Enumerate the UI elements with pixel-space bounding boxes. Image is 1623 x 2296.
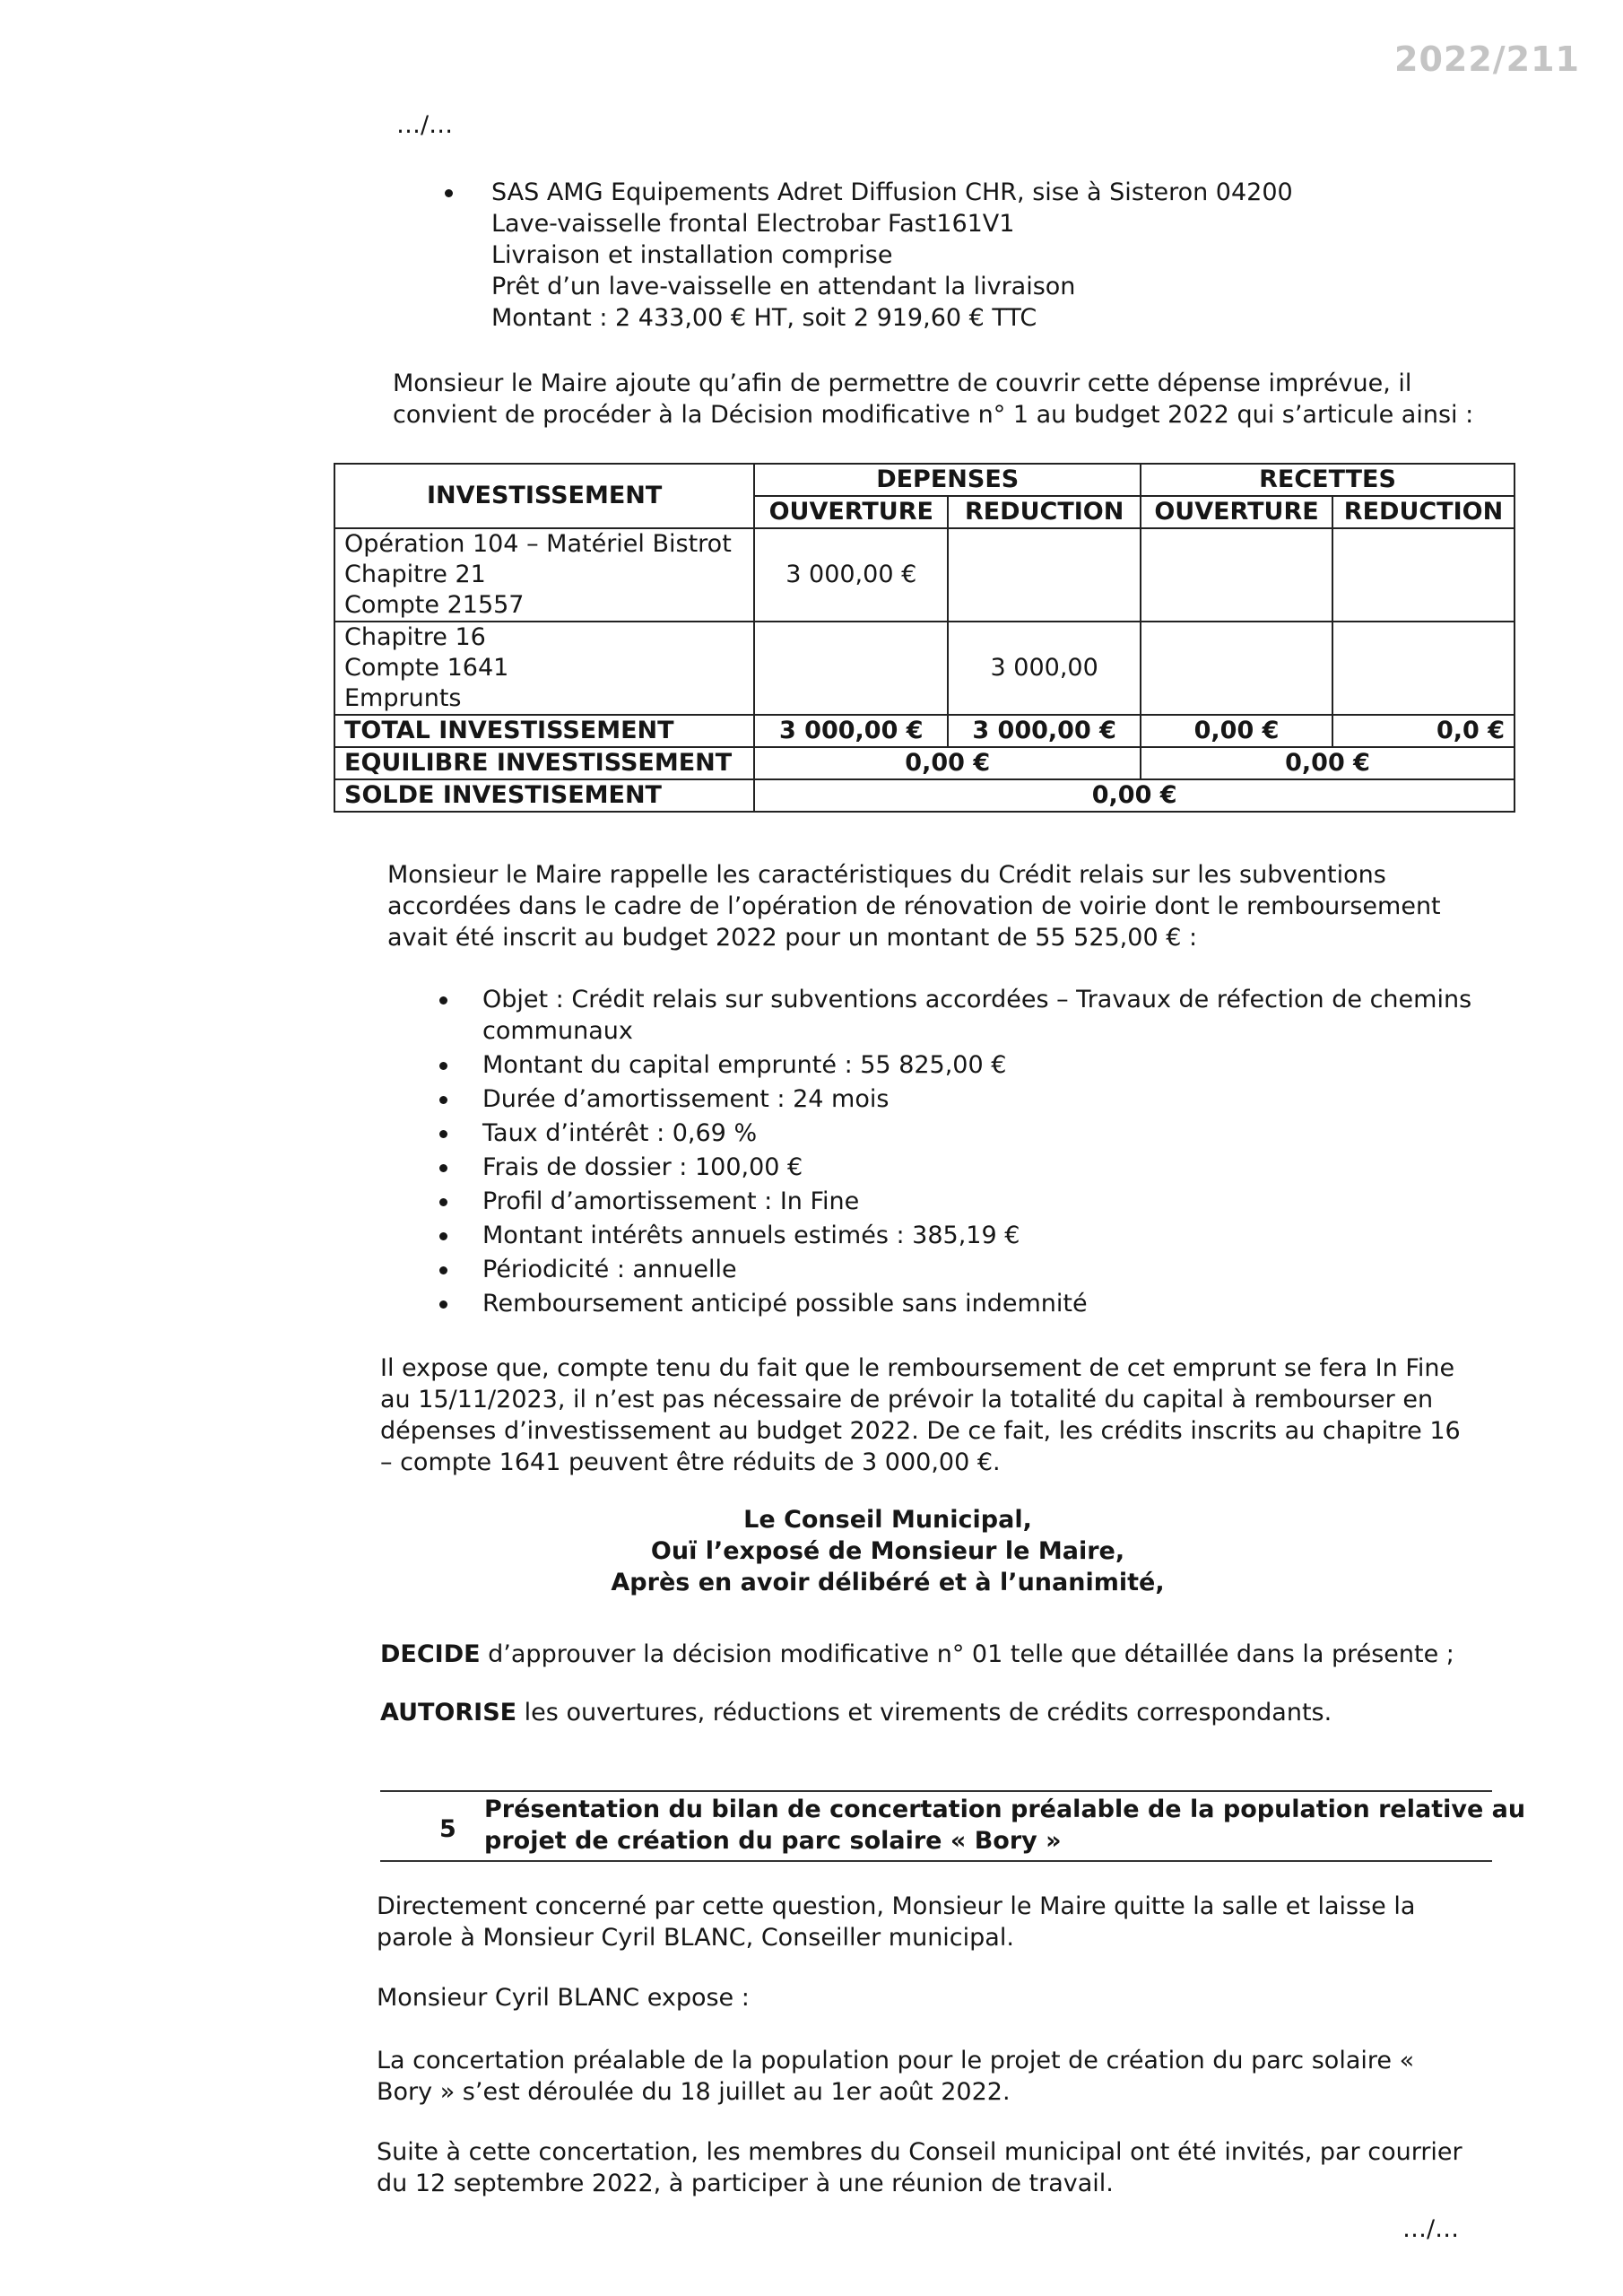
table-row: [334, 622, 1515, 715]
council-line: Après en avoir délibéré et à l’unanimité,: [611, 1569, 1165, 1596]
header-rec-reduction: REDUCTION: [1332, 496, 1515, 528]
paragraph-line: Directement concerné par cette question, Monsieur le Maire quitte la salle et laisse la: [377, 1892, 1416, 1920]
paragraph-line: convient de procéder à la Décision modificative n° 1 au budget 2022 qui s’articule ainsi :: [393, 401, 1474, 429]
list-item-text: Frais de dossier : 100,00 €: [482, 1153, 803, 1181]
list-item: [482, 1254, 1471, 1285]
paragraph-line: Suite à cette concertation, les membres du Conseil municipal ont été invités, par courrier: [377, 2138, 1462, 2166]
list-item-text: Durée d’amortissement : 24 mois: [482, 1085, 890, 1113]
total-rec-ouverture: 0,00 €: [1141, 715, 1332, 747]
paragraph-line: Bory » s’est déroulée du 18 juillet au 1er août 2022.: [377, 2078, 1011, 2106]
paragraph-line: Il expose que, compte tenu du fait que le remboursement de cet emprunt se fera In Fine: [380, 1354, 1455, 1382]
list-item: [482, 1288, 1471, 1319]
total-dep-reduction: 3 000,00 €: [948, 715, 1141, 747]
paragraph-line: accordées dans le cadre de l’opération de rénovation de voirie dont le remboursement: [387, 892, 1441, 920]
continuation-mark-bottom: …/…: [1402, 2215, 1460, 2243]
decide-keyword: DECIDE: [380, 1640, 481, 1668]
direct-paragraph: [377, 1891, 1415, 1953]
row-label-line: Compte 1641: [344, 654, 509, 682]
blanc-expose-line: Monsieur Cyril BLANC expose :: [377, 1984, 750, 2012]
row-label-line: Opération 104 – Matériel Bistrot: [344, 530, 732, 558]
header-depenses: DEPENSES: [754, 464, 1141, 496]
council-line: Ouï l’exposé de Monsieur le Maire,: [650, 1537, 1125, 1565]
concertation-paragraph: [377, 2045, 1414, 2108]
list-item: [482, 1118, 1471, 1149]
council-line: Le Conseil Municipal,: [743, 1506, 1032, 1534]
header-dep-ouverture: OUVERTURE: [754, 496, 948, 528]
document-reference-stamp: 2022/211: [1394, 39, 1580, 79]
continuation-mark-top: …/…: [396, 111, 454, 139]
list-item-text: Périodicité : annuelle: [482, 1256, 737, 1283]
section-title: [484, 1794, 1525, 1857]
autorise-paragraph: [380, 1697, 1332, 1728]
row-label-line: Compte 21557: [344, 591, 525, 619]
solde-value: 0,00 €: [754, 779, 1515, 812]
row-label: [334, 528, 754, 622]
supplier-line: Prêt d’un lave-vaisselle en attendant la livraison: [491, 273, 1076, 300]
supplier-line: Montant : 2 433,00 € HT, soit 2 919,60 € TTC: [491, 304, 1037, 332]
bullet-icon: [439, 1130, 447, 1138]
cell-empty: [1141, 622, 1332, 715]
paragraph-line: du 12 septembre 2022, à participer à une réunion de travail.: [377, 2170, 1114, 2197]
section-number: 5: [439, 1815, 456, 1843]
expose-paragraph: [380, 1352, 1461, 1478]
paragraph-line: avait été inscrit au budget 2022 pour un montant de 55 525,00 € :: [387, 924, 1198, 952]
header-dep-reduction: REDUCTION: [948, 496, 1141, 528]
row-label-line: Chapitre 16: [344, 623, 486, 651]
budget-modification-table: [334, 463, 1515, 813]
table-row-solde: [334, 779, 1515, 812]
paragraph-line: – compte 1641 peuvent être réduits de 3 000,00 €.: [380, 1448, 1001, 1476]
row-label-line: Emprunts: [344, 684, 462, 712]
supplier-line: SAS AMG Equipements Adret Diffusion CHR, sise à Sisteron 04200: [491, 178, 1293, 206]
equilibre-label: EQUILIBRE INVESTISSEMENT: [334, 747, 754, 779]
total-dep-ouverture: 3 000,00 €: [754, 715, 948, 747]
list-item-text: Montant du capital emprunté : 55 825,00 €: [482, 1051, 1007, 1079]
row-label: [334, 622, 754, 715]
cell-empty: [1332, 622, 1515, 715]
bullet-icon: [439, 1062, 447, 1070]
decide-paragraph: [380, 1639, 1454, 1670]
bullet-icon: [439, 1164, 447, 1172]
list-item: [482, 1220, 1471, 1251]
row-label-line: Chapitre 21: [344, 561, 486, 588]
header-recettes: RECETTES: [1141, 464, 1515, 496]
bullet-icon: [439, 1096, 447, 1104]
credit-characteristics-list: [482, 984, 1471, 1319]
bullet-icon: [439, 1266, 447, 1274]
paragraph-line: Monsieur le Maire rappelle les caractéristiques du Crédit relais sur les subventions: [387, 861, 1386, 889]
cell-empty: [754, 622, 948, 715]
bullet-icon: [439, 1198, 447, 1206]
list-item-text: Montant intérêts annuels estimés : 385,19 €: [482, 1222, 1020, 1249]
section-title-line: projet de création du parc solaire « Bory »: [484, 1827, 1062, 1855]
list-item: [482, 984, 1471, 1047]
table-row: [334, 528, 1515, 622]
intro-paragraph: [393, 368, 1473, 430]
section-rule-top: [380, 1790, 1492, 1792]
total-label: TOTAL INVESTISSEMENT: [334, 715, 754, 747]
section-rule-bottom: [380, 1860, 1492, 1862]
list-item-text: Profil d’amortissement : In Fine: [482, 1187, 860, 1215]
cell-dep-reduction: 3 000,00: [948, 622, 1141, 715]
council-decision-header: [574, 1504, 1202, 1598]
paragraph-line: Monsieur le Maire ajoute qu’afin de permettre de couvrir cette dépense imprévue, il: [393, 370, 1412, 397]
autorise-keyword: AUTORISE: [380, 1699, 517, 1726]
paragraph-line: dépenses d’investissement au budget 2022. De ce fait, les crédits inscrits au chapitre 16: [380, 1417, 1461, 1445]
bullet-icon: [439, 996, 447, 1004]
total-rec-reduction: 0,0 €: [1332, 715, 1515, 747]
list-item-text: communaux: [482, 1017, 633, 1045]
cell-dep-ouverture: 3 000,00 €: [754, 528, 948, 622]
list-item: [482, 1083, 1471, 1115]
list-item: [482, 1152, 1471, 1183]
paragraph-line: au 15/11/2023, il n’est pas nécessaire de prévoir la totalité du capital à rembourser en: [380, 1386, 1434, 1413]
list-item: [482, 1186, 1471, 1217]
header-rec-ouverture: OUVERTURE: [1141, 496, 1332, 528]
table-row-total: [334, 715, 1515, 747]
paragraph-line: parole à Monsieur Cyril BLANC, Conseiller municipal.: [377, 1924, 1014, 1952]
decide-text: d’approuver la décision modificative n° 01 telle que détaillée dans la présente ;: [480, 1640, 1454, 1668]
header-investissement: INVESTISSEMENT: [334, 464, 754, 528]
bullet-icon: [439, 1232, 447, 1240]
cell-empty: [1332, 528, 1515, 622]
solde-label: SOLDE INVESTISEMENT: [334, 779, 754, 812]
supplier-block: [491, 177, 1293, 334]
credit-paragraph: [387, 859, 1441, 953]
autorise-text: les ouvertures, réductions et virements de crédits correspondants.: [516, 1699, 1332, 1726]
list-item-text: Objet : Crédit relais sur subventions accordées – Travaux de réfection de chemins: [482, 986, 1472, 1013]
supplier-line: Livraison et installation comprise: [491, 241, 893, 269]
equilibre-recettes: 0,00 €: [1141, 747, 1515, 779]
list-item-text: Remboursement anticipé possible sans indemnité: [482, 1290, 1088, 1318]
table-row-equilibre: [334, 747, 1515, 779]
section-title-line: Présentation du bilan de concertation préalable de la population relative au: [484, 1796, 1526, 1823]
bullet-icon: [439, 1300, 447, 1309]
equilibre-depenses: 0,00 €: [754, 747, 1141, 779]
cell-empty: [948, 528, 1141, 622]
list-item: [482, 1049, 1471, 1081]
suite-paragraph: [377, 2136, 1462, 2199]
paragraph-line: La concertation préalable de la population pour le projet de création du parc solaire «: [377, 2047, 1415, 2074]
bullet-icon: [445, 189, 453, 197]
cell-empty: [1141, 528, 1332, 622]
list-item-text: Taux d’intérêt : 0,69 %: [482, 1119, 758, 1147]
supplier-line: Lave-vaisselle frontal Electrobar Fast161V1: [491, 210, 1015, 238]
